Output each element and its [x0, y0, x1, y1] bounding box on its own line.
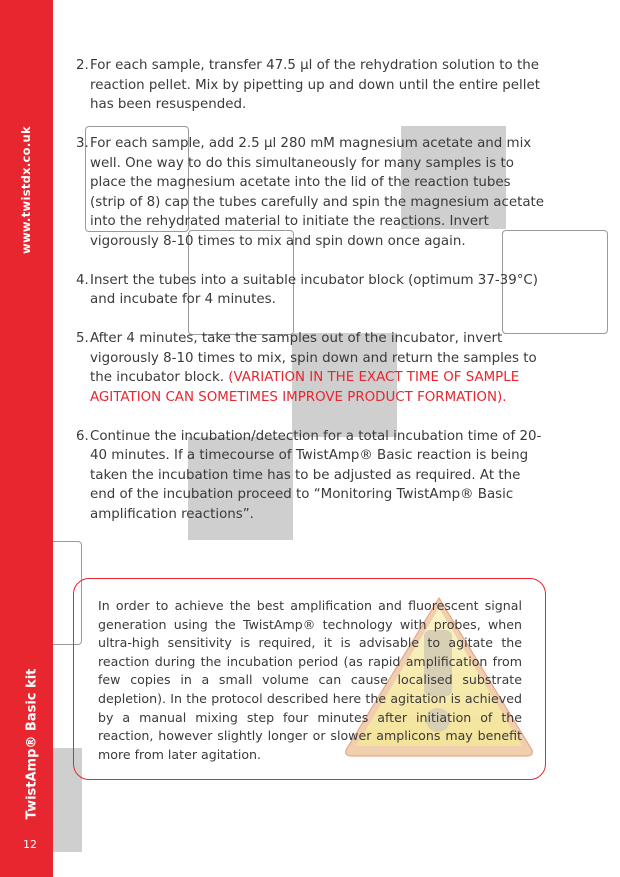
protocol-steps: [76, 56, 546, 544]
step-text: For each sample, add 2.5 µl 280 mM magnesium acetate and mix well. One way to do this simultaneously for many samples is to place the magnesium acetate into the lid of the reaction tubes (strip of 8) cap the tubes carefully and spin the magnesium acetate into the rehydrated material to initiate the reactions. Invert vigorously 8-10 times to mix and spin down once again.: [90, 136, 545, 249]
step-number: 2.: [76, 58, 89, 73]
step-text: Insert the tubes into a suitable incubator block (optimum 37-39°C) and incubate for 4 minutes.: [90, 272, 538, 307]
step-6: [76, 427, 546, 525]
step-text: After 4 minutes, take the samples out of the incubator, invert vigorously 8-10 times to mix, spin down and return the samples to the incubator block.: [90, 331, 537, 385]
step-number: 5.: [76, 331, 89, 346]
step-number: 6.: [76, 428, 89, 444]
step-4: [76, 271, 546, 310]
sidebar: [0, 0, 53, 877]
website-url: www.twistdx.co.uk: [19, 126, 33, 254]
kit-title: TwistAmp® Basic kit: [24, 668, 40, 820]
step-3: [76, 134, 546, 251]
step-number: 4.: [76, 272, 89, 288]
step-text-wrap: [90, 329, 546, 407]
step-2: [76, 56, 546, 115]
step-5: [76, 329, 546, 407]
step-number: 3.: [76, 136, 89, 151]
warning-callout-text: In order to achieve the best amplification and fluorescent signal generation using the TwistAmp® technology with probes, when ultra-high sensitivity is required, it is advisable to agitate the reaction during the incubation period (as rapid amplification from few copies in a small volume can cause localised substrate depletion). In the protocol described here the agitation is achieved by a manual mixing step four minutes after initiation of the reaction, however slightly longer or slower amplicons may benefit more from later agitation.: [98, 598, 522, 762]
step-text: Continue the incubation/detection for a total incubation time of 20-40 minutes. If a timecourse of TwistAmp® Basic reaction is being taken the incubation time has to be adjusted as required. At the end of the incubation proceed to “Monitoring TwistAmp® Basic amplification reactions”.: [90, 428, 542, 522]
step-text: For each sample, transfer 47.5 µl of the rehydration solution to the reaction pellet. Mix by pipetting up and down until the entire pellet has been resuspended.: [90, 58, 540, 112]
page-number: 12: [23, 838, 37, 851]
step-note: (VARIATION IN THE EXACT TIME OF SAMPLE AGITATION CAN SOMETIMES IMPROVE PRODUCT FORMATION).: [90, 370, 520, 405]
